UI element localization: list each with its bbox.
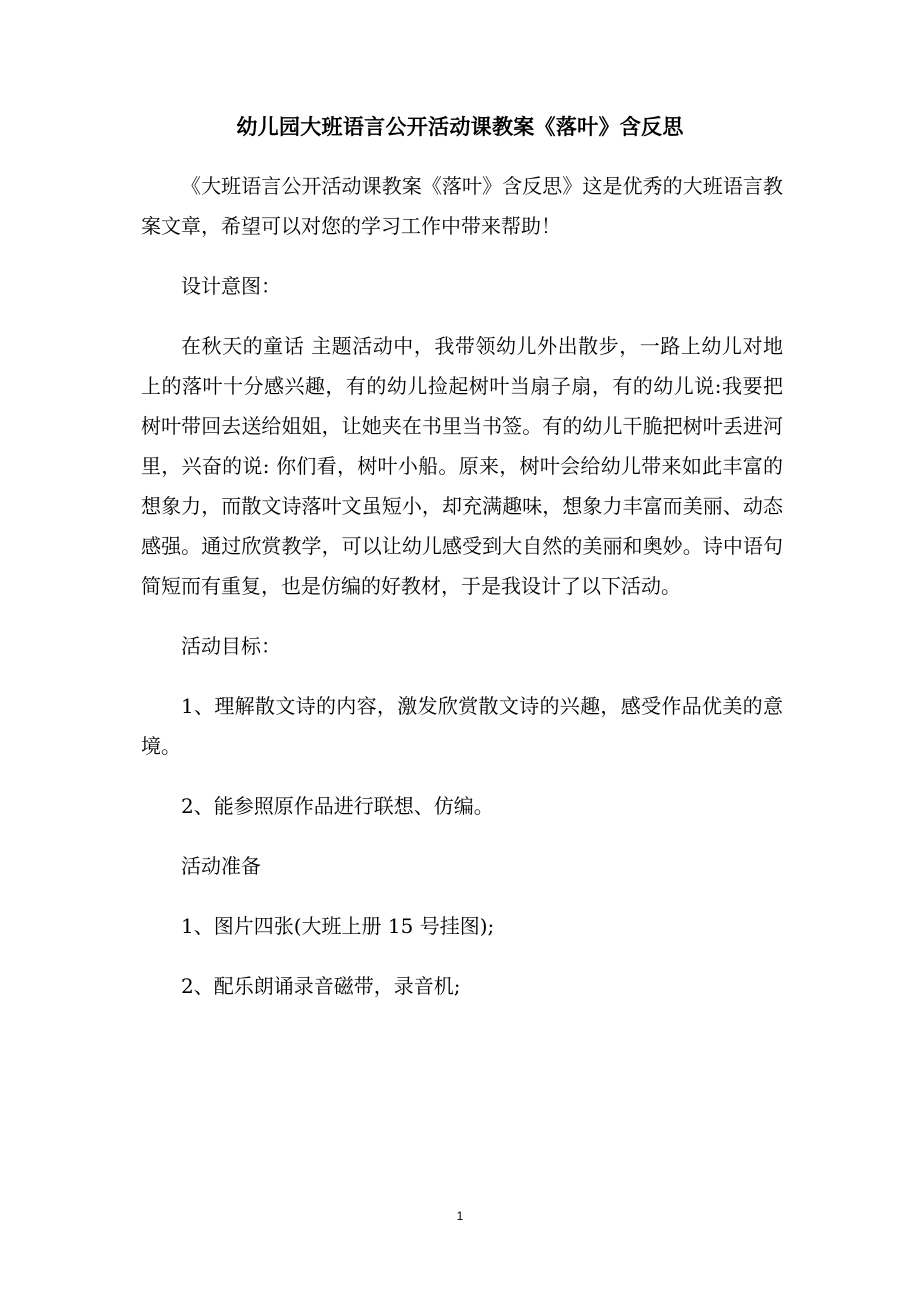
paragraph-design-intent: 在秋天的童话 主题活动中，我带领幼儿外出散步，一路上幼儿对地上的落叶十分感兴趣，有的幼儿捡起树叶当扇子扇，有的幼儿说:我要把树叶带回去送给姐姐，让她夹在书里当书签。有的幼儿干脆把树叶丢进河里，兴奋的说: 你们看，树叶小船。原来，树叶会给幼儿带来如此丰富的想象力，而散文诗落叶文虽短小，却充满趣味，想象力丰富而美丽、动态感强。通过欣赏教学，可以让幼儿感受到大自然的美丽和奥妙。诗中语句简短而有重复，也是仿编的好教材，于是我设计了以下活动。	[141, 334, 783, 598]
goal-item-2: 2、能参照原作品进行联想、仿编。	[181, 794, 494, 818]
document-body	[141, 166, 783, 1026]
heading-activity-preparation: 活动准备	[181, 854, 261, 878]
page-number: 1	[456, 1209, 464, 1223]
heading-design-intent: 设计意图：	[181, 274, 281, 298]
paragraph-intro: 《大班语言公开活动课教案《落叶》含反思》这是优秀的大班语言教案文章，希望可以对您的学习工作中带来帮助！	[141, 174, 783, 238]
preparation-item-1: 1、图片四张(大班上册 15 号挂图);	[181, 914, 495, 938]
preparation-item-2: 2、配乐朗诵录音磁带，录音机;	[181, 974, 461, 998]
goal-item-1: 1、理解散文诗的内容，激发欣赏散文诗的兴趣，感受作品优美的意境。	[141, 694, 783, 758]
heading-activity-goals: 活动目标：	[181, 634, 281, 658]
document-title: 幼儿园大班语言公开活动课教案《落叶》含反思	[236, 114, 684, 139]
